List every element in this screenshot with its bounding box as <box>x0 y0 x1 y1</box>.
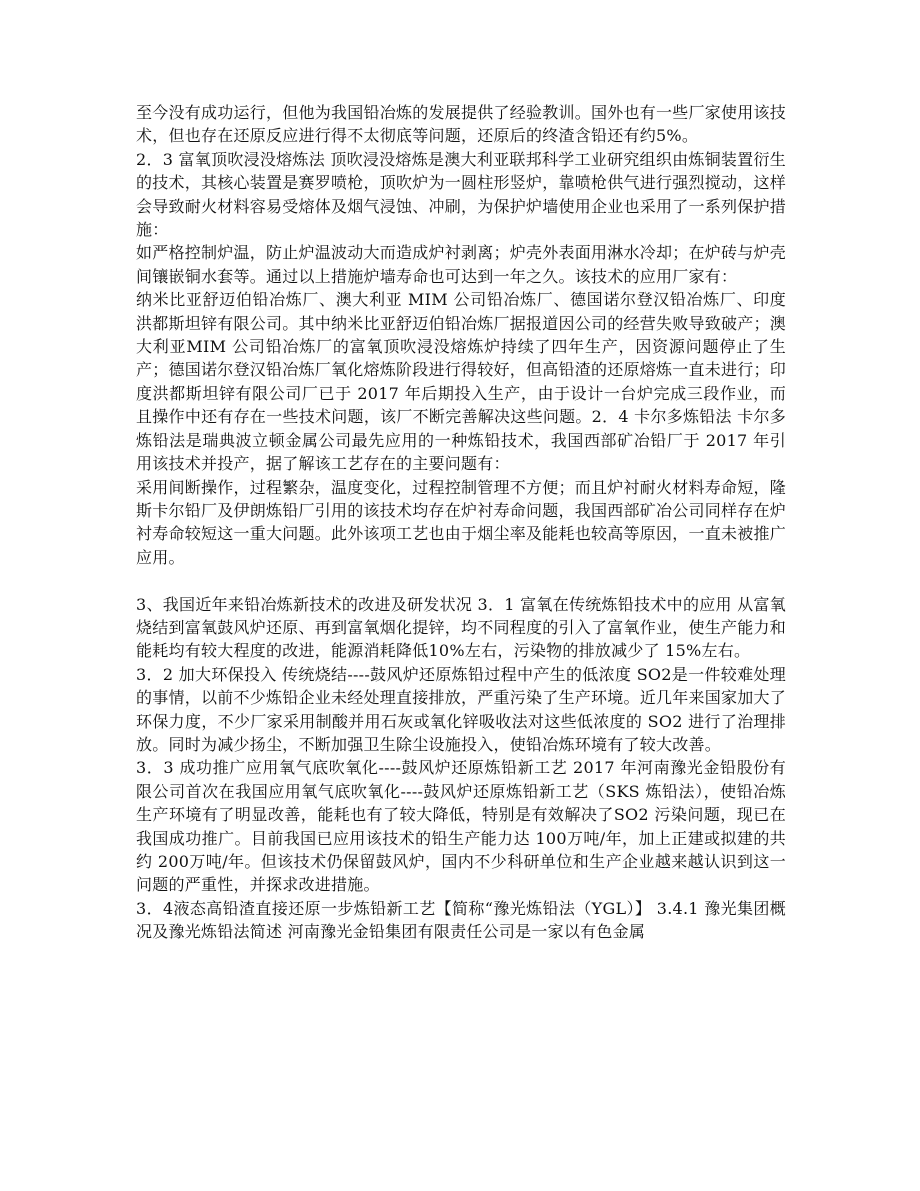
paragraph-6: 3、我国近年来铅冶炼新技术的改进及研发状况 3．1 富氧在传统炼铅技术中的应用 从富氧烧结到富氧鼓风炉还原、再到富氧烟化提锌，均不同程度的引入了富氧作业，使生产能力和能耗均有较大程度的改进，能源消耗降低10%左右，污染物的排放减少了 15%左右。 <box>136 594 787 661</box>
paragraph-5: 采用间断操作，过程繁杂，温度变化，过程控制管理不方便；而且炉衬耐火材料寿命短，隆斯卡尔铅厂及伊朗炼铅厂引用的该技术均存在炉衬寿命问题，我国西部矿冶公司同样存在炉衬寿命较短这一重大问题。此外该项工艺也由于烟尘率及能耗也较高等原因，一直未被推广应用。 <box>136 477 787 567</box>
paragraph-1: 至今没有成功运行，但他为我国铅冶炼的发展提供了经验教训。国外也有一些厂家使用该技术，但也存在还原反应进行得不太彻底等问题，还原后的终渣含铅还有约5%。 <box>136 103 787 146</box>
paragraph-3: 如严格控制炉温，防止炉温波动大而造成炉衬剥离；炉壳外表面用淋水冷却；在炉砖与炉壳间镶嵌铜水套等。通过以上措施炉墙寿命也可达到一年之久。该技术的应用厂家有： <box>136 243 787 286</box>
paragraph-9: 3．4液态高铅渣直接还原一步炼铅新工艺【简称“豫光炼铅法（YGL）】 3.4.1 豫光集团概况及豫光炼铅法简述 河南豫光金铅集团有限责任公司是一家以有色金属 <box>136 898 786 942</box>
paragraph-8: 3．3 成功推广应用氧气底吹氧化----鼓风炉还原炼铅新工艺 2017 年河南豫光金铅股份有限公司首次在我国应用氧气底吹氧化----鼓风炉还原炼铅新工艺（SKS 炼铅法），使铅冶炼生产环境有了明显改善，能耗也有了较大降低，特别是有效解决了SO2 污染问题，现已在我国成功推广。目前我国已应用该技术的铅生产能力达 100万吨/年，加上正建或拟建的共约 200万吨/年。但该技术仍保留鼓风炉，国内不少科研单位和生产企业越来越认识到这一问题的严重性，并探求改进措施。 <box>136 758 786 895</box>
document-body <box>136 101 786 944</box>
paragraph-7: 3．2 加大环保投入 传统烧结----鼓风炉还原炼铅过程中产生的低浓度 SO2是一件较难处理的事情，以前不少炼铅企业未经处理直接排放，严重污染了生产环境。近几年来国家加大了环保力度，不少厂家采用制酸并用石灰或氧化锌吸收法对这些低浓度的 SO2 进行了治理排放。同时为减少扬尘，不断加强卫生除尘设施投入，使铅冶炼环境有了较大改善。 <box>136 664 787 754</box>
paragraph-4: 纳米比亚舒迈伯铅冶炼厂、澳大利亚 MIM 公司铅冶炼厂、德国诺尔登汉铅冶炼厂、印度洪都斯坦锌有限公司。其中纳米比亚舒迈伯铅冶炼厂据报道因公司的经营失败导致破产；澳大利亚MIM 公司铅冶炼厂的富氧顶吹浸没熔炼炉持续了四年生产，因资源问题停止了生产；德国诺尔登汉铅冶炼厂氧化熔炼阶段进行得较好，但高铅渣的还原熔炼一直未进行；印度洪都斯坦锌有限公司厂已于 2017 年后期投入生产，由于设计一台炉完成三段作业，而且操作中还有存在一些技术问题，该厂不断完善解决这些问题。2．4 卡尔多炼铅法 卡尔多炼铅法是瑞典波立顿金属公司最先应用的一种炼铅技术，我国西部矿冶铅厂于 2017 年引用该技术并投产，据了解该工艺存在的主要问题有： <box>136 290 787 474</box>
paragraph-2: 2．3 富氧顶吹浸没熔炼法 顶吹浸没熔炼是澳大利亚联邦科学工业研究组织由炼铜装置衍生的技术，其核心装置是赛罗喷枪，顶吹炉为一圆柱形竖炉，靠喷枪供气进行强烈搅动，这样会导致耐火材料容易受熔体及烟气浸蚀、冲刷，为保护炉墙使用企业也采用了一系列保护措施： <box>136 149 787 240</box>
